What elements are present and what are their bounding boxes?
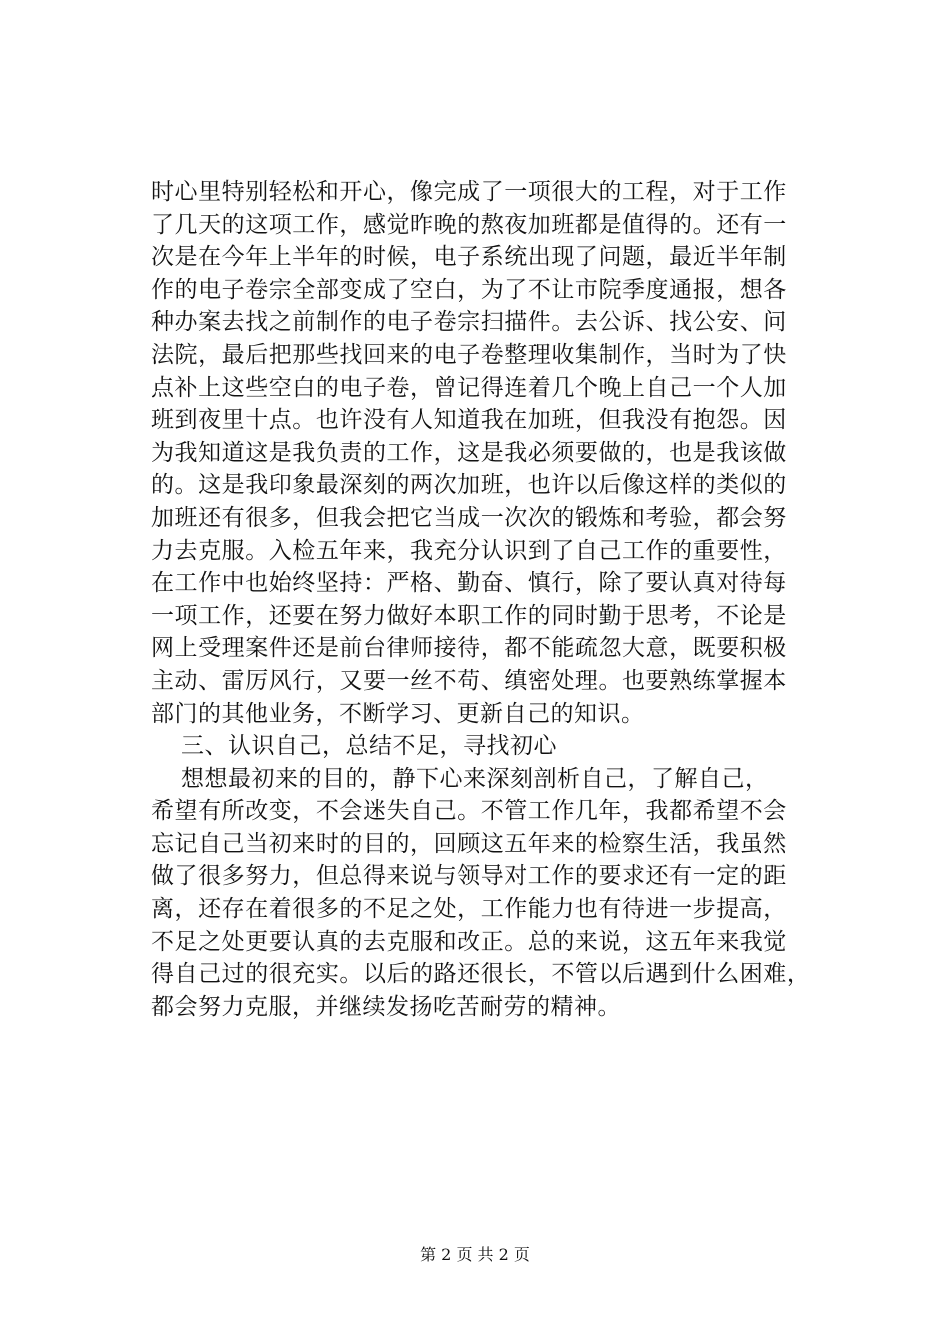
text-line: 为我知道这是我负责的工作，这是我必须要做的，也是我该做 xyxy=(151,439,787,466)
text-line: 班到夜里十点。也许没有人知道我在加班，但我没有抱怨。因 xyxy=(151,407,787,434)
text-line: 法院，最后把那些找回来的电子卷整理收集制作，当时为了快 xyxy=(151,341,787,368)
text-line: 一项工作，还要在努力做好本职工作的同时勤于思考，不论是 xyxy=(151,602,787,629)
text-line: 网上受理案件还是前台律师接待，都不能疏忽大意，既要积极 xyxy=(151,635,787,662)
text-line: 了几天的这项工作，感觉昨晚的熬夜加班都是值得的。还有一 xyxy=(151,211,787,238)
text-line: 主动、雷厉风行，又要一丝不苟、缜密处理。也要熟练掌握本 xyxy=(151,667,787,694)
text-line: 时心里特别轻松和开心，像完成了一项很大的工程，对于工作 xyxy=(151,179,787,205)
text-line: 得自己过的很充实。以后的路还很长，不管以后遇到什么困难， xyxy=(151,961,811,988)
text-line: 点补上这些空白的电子卷，曾记得连着几个晚上自己一个人加 xyxy=(151,374,787,401)
text-line: 作的电子卷宗全部变成了空白，为了不让市院季度通报，想各 xyxy=(151,276,787,303)
text-line: 部门的其他业务，不断学习、更新自己的知识。 xyxy=(151,700,645,727)
body-text xyxy=(151,176,851,1023)
text-line: 种办案去找之前制作的电子卷宗扫描件。去公诉、找公安、问 xyxy=(151,309,787,336)
text-line: 都会努力克服，并继续发扬吃苦耐劳的精神。 xyxy=(151,993,621,1020)
text-line: 忘记自己当初来时的目的，回顾这五年来的检察生活，我虽然 xyxy=(151,830,787,857)
paragraph-first-line: 想想最初来的目的，静下心来深刻剖析自己，了解自己， xyxy=(181,765,769,792)
text-line: 离，还存在着很多的不足之处，工作能力也有待进一步提高， xyxy=(151,896,787,923)
text-line: 的。这是我印象最深刻的两次加班，也许以后像这样的类似的 xyxy=(151,472,787,499)
text-line: 力去克服。入检五年来，我充分认识到了自己工作的重要性， xyxy=(151,537,787,564)
text-line: 在工作中也始终坚持：严格、勤奋、慎行，除了要认真对待每 xyxy=(151,570,787,597)
page-number-footer: 第 2 页 共 2 页 xyxy=(420,1245,530,1264)
text-line: 做了很多努力，但总得来说与领导对工作的要求还有一定的距 xyxy=(151,863,787,890)
text-line: 次是在今年上半年的时候，电子系统出现了问题，最近半年制 xyxy=(151,244,787,271)
text-line: 加班还有很多，但我会把它当成一次次的锻炼和考验，都会努 xyxy=(151,504,787,531)
text-line: 希望有所改变，不会迷失自己。不管工作几年，我都希望不会 xyxy=(151,798,787,825)
section-heading: 三、认识自己，总结不足，寻找初心 xyxy=(181,733,557,760)
text-line: 不足之处更要认真的去克服和改正。总的来说，这五年来我觉 xyxy=(151,928,787,955)
